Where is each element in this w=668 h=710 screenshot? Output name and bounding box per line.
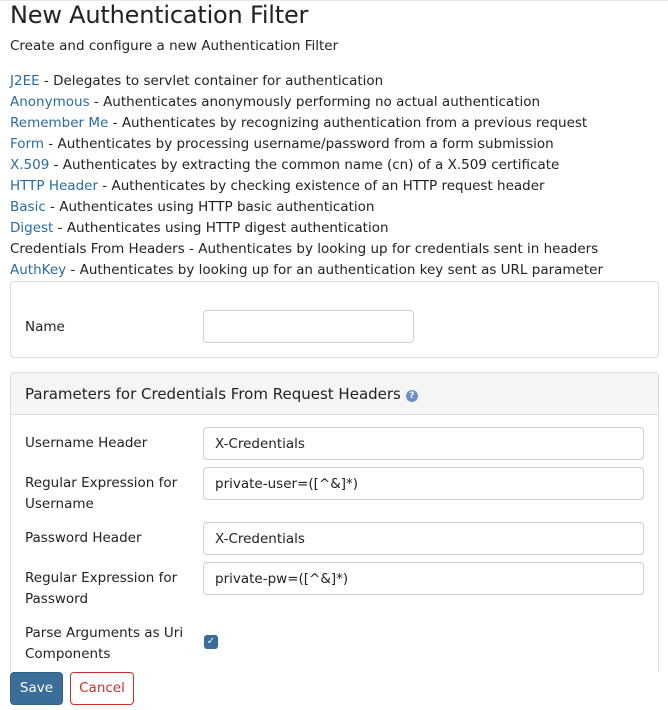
username-header-label: Username Header bbox=[25, 435, 148, 451]
save-button[interactable]: Save bbox=[10, 672, 63, 705]
filter-type-item bbox=[10, 92, 603, 113]
filter-type-list bbox=[10, 71, 603, 281]
name-label: Name bbox=[25, 319, 65, 335]
filter-type-item bbox=[10, 134, 603, 155]
username-regex-label: Regular Expression for Username bbox=[25, 475, 178, 512]
filter-type-current: Credentials From Headers bbox=[10, 241, 185, 257]
filter-type-desc: - Authenticates by extracting the common name (cn) of a X.509 certificate bbox=[49, 157, 560, 173]
password-header-input[interactable] bbox=[203, 522, 644, 555]
filter-type-desc: - Authenticates by looking up for an authentication key sent as URL parameter bbox=[66, 262, 604, 278]
filter-type-desc: - Authenticates by recognizing authentication from a previous request bbox=[108, 115, 588, 131]
filter-type-desc: - Authenticates using HTTP basic authentication bbox=[45, 199, 375, 215]
page-subtitle: Create and configure a new Authentication Filter bbox=[10, 38, 339, 54]
filter-type-link-http-header[interactable]: HTTP Header bbox=[10, 178, 98, 194]
filter-type-link-j2ee[interactable]: J2EE bbox=[10, 73, 40, 89]
filter-type-link-authkey[interactable]: AuthKey bbox=[10, 262, 67, 278]
filter-type-link-x509[interactable]: X.509 bbox=[10, 157, 50, 173]
parse-uri-checkbox[interactable] bbox=[204, 635, 218, 649]
filter-type-link-form[interactable]: Form bbox=[10, 136, 45, 152]
question-circle-icon[interactable]: ? bbox=[406, 390, 418, 402]
filter-type-link-digest[interactable]: Digest bbox=[10, 220, 54, 236]
name-panel bbox=[10, 281, 659, 358]
filter-type-link-remember-me[interactable]: Remember Me bbox=[10, 115, 109, 131]
filter-type-desc: - Authenticates by looking up for credentials sent in headers bbox=[184, 241, 599, 257]
filter-type-item bbox=[10, 218, 603, 239]
filter-type-item bbox=[10, 71, 603, 92]
filter-type-link-anonymous[interactable]: Anonymous bbox=[10, 94, 90, 110]
filter-type-desc: - Authenticates anonymously performing no actual authentication bbox=[89, 94, 541, 110]
filter-type-item bbox=[10, 239, 603, 260]
password-regex-label: Regular Expression for Password bbox=[25, 570, 178, 607]
filter-type-desc: - Authenticates by checking existence of an HTTP request header bbox=[98, 178, 545, 194]
password-regex-input[interactable] bbox=[203, 562, 644, 595]
filter-type-item bbox=[10, 260, 603, 281]
filter-type-desc: - Authenticates using HTTP digest authentication bbox=[53, 220, 389, 236]
filter-type-item bbox=[10, 197, 603, 218]
name-input[interactable] bbox=[203, 310, 414, 343]
filter-type-item bbox=[10, 176, 603, 197]
filter-type-item bbox=[10, 155, 603, 176]
parameters-panel-title bbox=[25, 383, 418, 405]
cancel-button[interactable]: Cancel bbox=[70, 672, 134, 705]
checkmark-icon: ✓ bbox=[206, 636, 216, 647]
filter-type-link-basic[interactable]: Basic bbox=[10, 199, 46, 215]
parameters-panel bbox=[10, 372, 659, 672]
page-title: New Authentication Filter bbox=[10, 1, 309, 29]
filter-type-desc: - Authenticates by processing username/password from a form submission bbox=[44, 136, 554, 152]
username-header-input[interactable] bbox=[203, 427, 644, 460]
parse-uri-label: Parse Arguments as Uri Components bbox=[25, 625, 184, 662]
parameters-panel-heading bbox=[11, 373, 658, 415]
filter-type-item bbox=[10, 113, 603, 134]
parameters-panel-title-text: Parameters for Credentials From Request Headers bbox=[25, 385, 401, 403]
password-header-label: Password Header bbox=[25, 530, 142, 546]
filter-type-desc: - Delegates to servlet container for authentication bbox=[39, 73, 384, 89]
username-regex-input[interactable] bbox=[203, 467, 644, 500]
